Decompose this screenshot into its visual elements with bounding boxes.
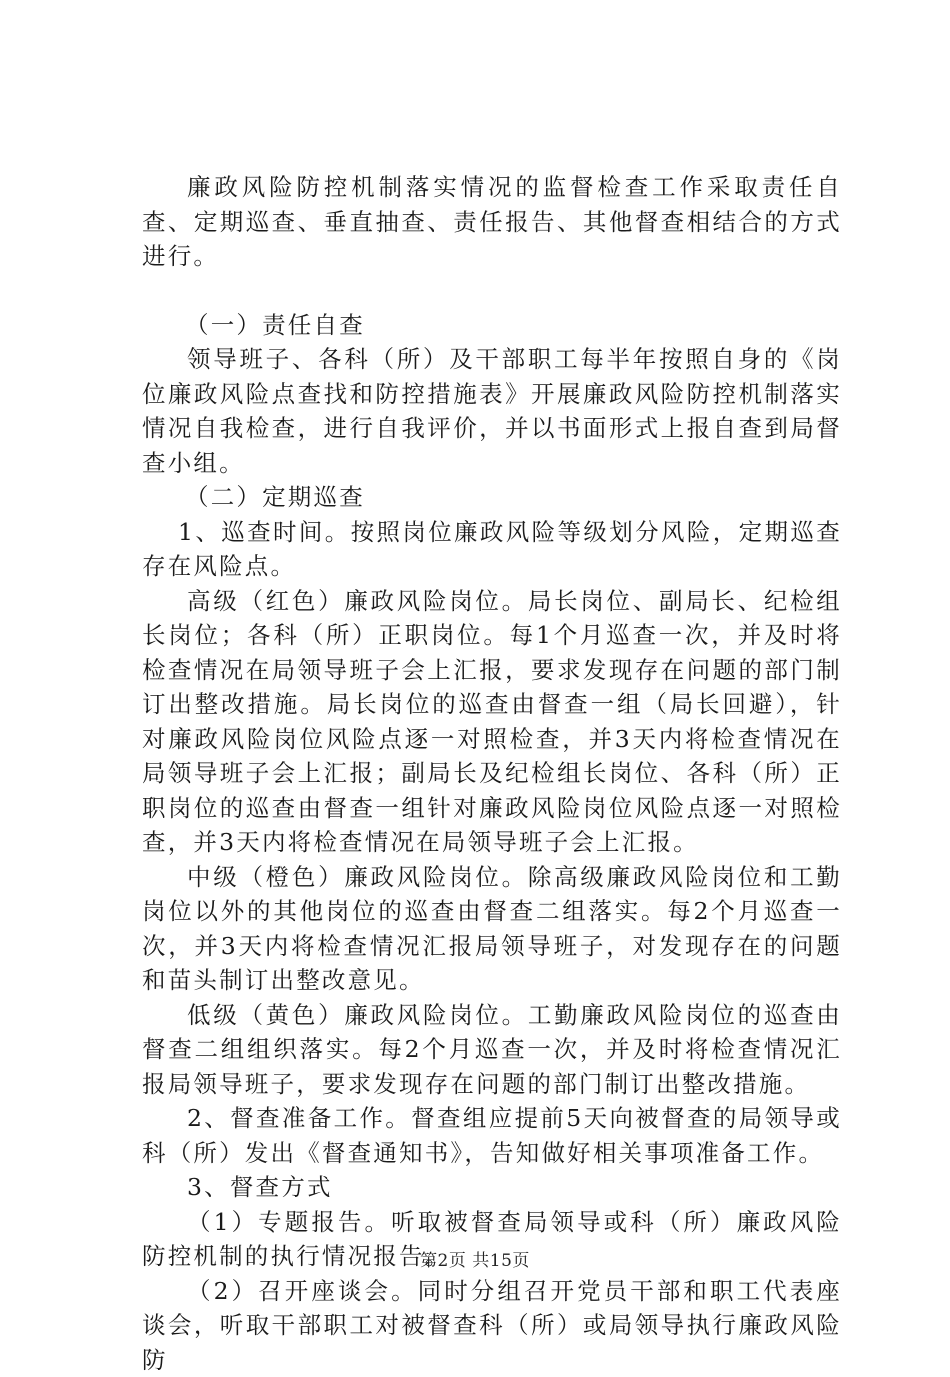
method-heading: 3、督查方式: [142, 1170, 842, 1205]
preparation-paragraph: 2、督查准备工作。督查组应提前5天向被督查的局领导或科（所）发出《督查通知书》，告知做好相关事项准备工作。: [142, 1101, 842, 1170]
section-heading-self-check: （一）责任自查: [142, 308, 842, 343]
intro-paragraph: 廉政风险防控机制落实情况的监督检查工作采取责任自查、定期巡查、垂直抽查、责任报告、其他督查相结合的方式进行。: [142, 170, 842, 274]
document-body: [142, 170, 842, 1377]
self-check-paragraph: 领导班子、各科（所）及干部职工每半年按照自身的《岗位廉政风险点查找和防控措施表》开展廉政风险防控机制落实情况自我检查，进行自我评价，并以书面形式上报自查到局督查小组。: [142, 342, 842, 480]
high-risk-paragraph: 高级（红色）廉政风险岗位。局长岗位、副局长、纪检组长岗位；各科（所）正职岗位。每1个月巡查一次，并及时将检查情况在局领导班子会上汇报，要求发现存在问题的部门制订出整改措施。局长岗位的巡查由督查一组（局长回避），针对廉政风险岗位风险点逐一对照检查，并3天内将检查情况在局领导班子会上汇报；副局长及纪检组长岗位、各科（所）正职岗位的巡查由督查一组针对廉政风险岗位风险点逐一对照检查，并3天内将检查情况在局领导班子会上汇报。: [142, 584, 842, 860]
method-report-paragraph: （1）专题报告。听取被督查局领导或科（所）廉政风险防控机制的执行情况报告。: [142, 1205, 842, 1274]
section-heading-patrol: （二）定期巡查: [142, 480, 842, 515]
patrol-time-paragraph: 1、巡查时间。按照岗位廉政风险等级划分风险，定期巡查存在风险点。: [142, 515, 842, 584]
method-meeting-paragraph: （2）召开座谈会。同时分组召开党员干部和职工代表座谈会，听取干部职工对被督查科（所）或局领导执行廉政风险防: [142, 1274, 842, 1377]
page-number-footer: 第2页 共15页: [0, 1246, 950, 1271]
medium-risk-paragraph: 中级（橙色）廉政风险岗位。除高级廉政风险岗位和工勤岗位以外的其他岗位的巡查由督查二组落实。每2个月巡查一次，并3天内将检查情况汇报局领导班子，对发现存在的问题和苗头制订出整改意见。: [142, 860, 842, 998]
low-risk-paragraph: 低级（黄色）廉政风险岗位。工勤廉政风险岗位的巡查由督查二组组织落实。每2个月巡查一次，并及时将检查情况汇报局领导班子，要求发现存在问题的部门制订出整改措施。: [142, 998, 842, 1102]
